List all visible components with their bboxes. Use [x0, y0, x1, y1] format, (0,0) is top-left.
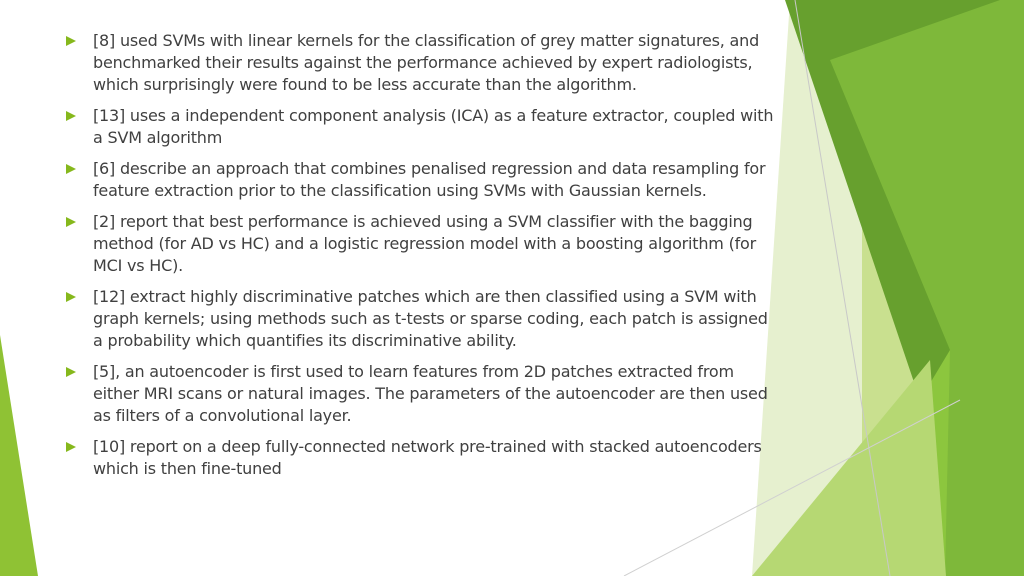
bullet-text: [2] report that best performance is achieved using a SVM classifier with the bagging method (for AD vs HC) and a logistic regression model with a boosting algorithm (for MCI vs HC).	[93, 212, 757, 275]
bullet-text: [12] extract highly discriminative patches which are then classified using a SVM with graph kernels; using methods such as t-tests or sparse coding, each patch is assigned a probability which quantifies its discriminative ability.	[93, 287, 768, 350]
bullet-arrow-icon	[66, 367, 76, 377]
bullet-text: [13] uses a independent component analysis (ICA) as a feature extractor, coupled with a SVM algorithm	[93, 106, 774, 147]
bullet-item	[64, 30, 780, 96]
bullet-arrow-icon	[66, 111, 76, 121]
bullet-arrow-icon	[66, 164, 76, 174]
bullet-text: [6] describe an approach that combines penalised regression and data resampling for feature extraction prior to the classification using SVMs with Gaussian kernels.	[93, 159, 766, 200]
bullet-item	[64, 436, 780, 480]
bullet-text: [5], an autoencoder is first used to learn features from 2D patches extracted from either MRI scans or natural images. The parameters of the autoencoder are then used as filters of a convolutional layer.	[93, 362, 768, 425]
bullet-item	[64, 158, 780, 202]
content-area	[64, 30, 780, 489]
bullet-arrow-icon	[66, 36, 76, 46]
bullet-item	[64, 361, 780, 427]
bullet-text: [8] used SVMs with linear kernels for the classification of grey matter signatures, and benchmarked their results against the performance achieved by expert radiologists, which surprisingly were found to be less accurate than the algorithm.	[93, 31, 760, 94]
bullet-arrow-icon	[66, 292, 76, 302]
bullet-arrow-icon	[66, 442, 76, 452]
left-green-sliver	[0, 335, 38, 576]
bullet-arrow-icon	[66, 217, 76, 227]
bullet-text: [10] report on a deep fully-connected network pre-trained with stacked autoencoders which is then fine-tuned	[93, 437, 762, 478]
bullet-item	[64, 286, 780, 352]
bullet-list	[64, 30, 780, 480]
bullet-item	[64, 211, 780, 277]
bullet-item	[64, 105, 780, 149]
